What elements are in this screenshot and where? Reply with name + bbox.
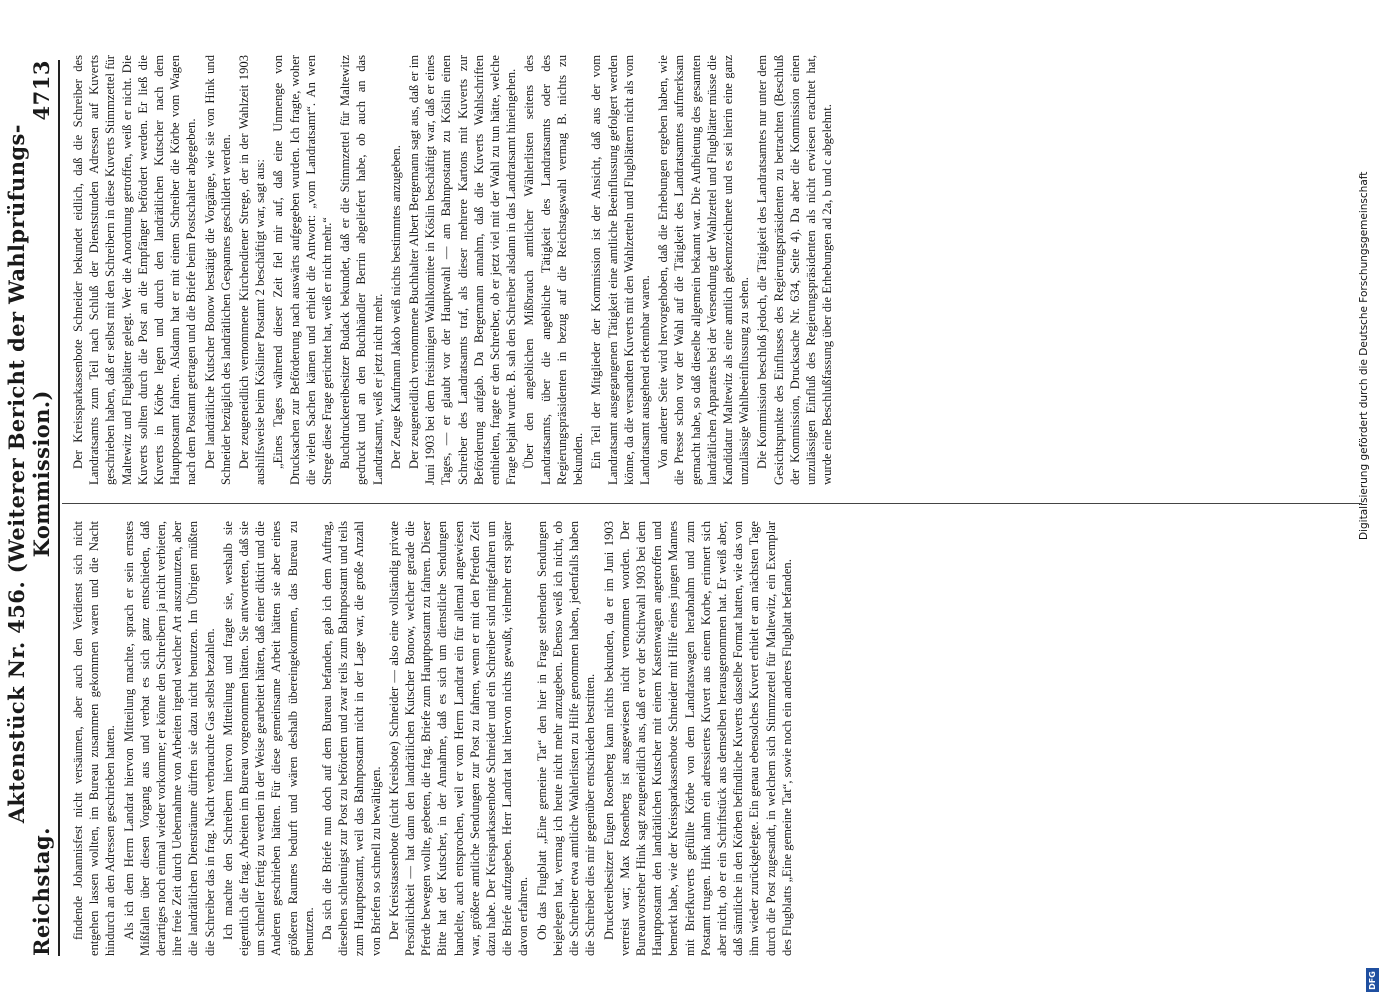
digitization-note: Digitalisierung gefördert durch die Deutsche Forschungsgemeinschaft (1358, 171, 1370, 540)
paragraph: Der zeugeneidlich vernommene Kirchendiener Strege, der in der Wahlzeit 1903 aushilfsweise beim Kösliner Postamt 2 beschäftigt war, sagt aus: (237, 55, 268, 485)
paragraph: Druckereibesitzer Eugen Rosenberg kann nichts bekunden, da er im Juni 1903 verreist war; Max Rosenberg ist ausgewiesen nicht vernommen worden. Der Bureauvorsteher Hink sagt zeugeneidlich aus, daß er vor der Stichwahl 1903 bei dem Hauptpostamt den landrätlichen Kutscher mit einem Kastenwagen angetroffen und bemerkt habe, wie der Kreissparkassenbote Schneider mit Hilfe eines jungen Mannes mit Briefkuverts gefüllte Körbe von dem Landratswagen herabnahm und zum Postamt trugen. Hink nahm ein adressiertes Kuvert aus einem Korbe, erinnert sich aber nicht, ob er ein Schriftstück aus demselben herausgenommen hat. Er weiß aber, daß sämtliche in den Körben befindliche Kuverts dasselbe Format hatten, wie das von ihm wieder zurückgelegte. Ein genau ebensolches Kuvert erhielt er am nächsten Tage durch die Post zugesandt, in welchem sich Stimmzettel für Maltewitz, ein Exemplar des Flugblatts „Eine gemeine Tat“, sowie noch ein anderes Flugblatt befanden. (601, 521, 794, 956)
paragraph: Ich machte den Schreibern hiervon Mitteilung und fragte sie, weshalb sie eigentlich die frag. Arbeiten im Bureau vorgenommen hätten. Sie antworteten, daß sie um schneller fertig zu werden in der Weise gearbeitet hätten, daß einer diktirt und die Anderen geschrieben hätten. Für diese gemeinsame Arbeit hätten sie aber eines größeren Raumes bedurft und wären deshalb übereingekommen, das Bureau zu benutzen. (220, 521, 316, 956)
paragraph: Der Kreisstassenbote (nicht Kreisbote) Schneider — also eine vollständig private Persönlichkeit — hat dann den landrätlichen Kutscher Bonow, welcher gerade die Pferde bewegen wollte, gebeten, die frag. Briefe zum Hauptpostamt zu fahren. Dieser Bitte hat der Kutscher, in der Annahme, daß es sich um dienstliche Sendungen handelte, auch entsprochen, weil er vom Herrn Landrat ein für allemal angewiesen war, größere amtliche Sendungen zur Post zu fahren, wenn er mit den Pferden Zeit dazu habe. Der Kreisparkassenbote Schneider und ein Schreiber sind mitgefahren um die Briefe aufzugeben. Herr Landrat hat hiervon nichts gewußt, vielmehr erst später davon erfahren. (386, 521, 531, 956)
left-column (70, 521, 1360, 956)
paragraph: Über den angeblichen Mißbrauch amtlicher Wählerlisten seitens des Landratsamts, über die angebliche Tätigkeit des Landratsamts oder des Regierungspräsidenten in bezug auf die Reichstagswahl vermag B. nichts zu bekunden. (522, 55, 586, 485)
dfg-logo-text: DFG (1368, 970, 1378, 990)
paragraph: Da sich die Briefe nun doch auf dem Bureau befanden, gab ich dem Auftrag, dieselben schleunigst zur Post zu befördern und zwar teils zum Bahnpostamt und teils zum Hauptpostamt, weil das Bahnpostamt nicht in der Lage war, die große Anzahl von Briefen so schnell zu bewältigen. (320, 521, 383, 956)
paragraph: Der landrätliche Kutscher Bonow bestätigt die Vorgänge, wie sie von Hink und Schneider bezüglich des landrätlichen Gespannes geschildert werden. (202, 55, 233, 485)
column-divider (62, 503, 1362, 504)
header-left: Reichstag. (29, 827, 54, 956)
paragraph: Der Kreissparkassenbote Schneider bekundet eidlich, daß die Schreiber des Landratsamts zum Teil nach Schluß der Dienststunden Adressen auf Kuverts geschrieben haben, daß er selbst mit den Schreibern in diese Kuverts Stimmzettel für Maltewitz und Flugblätter gelegt. Wer die Anordnung getroffen, weiß er nicht. Die Kuverts sollten durch die Post an die Empfänger befördert werden. Er ließ die Kuverts in Körbe legen und durch den landrätlichen Kutscher nach dem Hauptpostamt fahren. Alsdann hat er mit einem Schreiber die Körbe vom Wagen nach dem Postamt getragen und die Briefe beim Postschalter abgegeben. (71, 55, 199, 485)
right-column (70, 55, 1360, 485)
paragraph: Als ich dem Herrn Landrat hiervon Mitteilung machte, sprach er sein ernstes Mißfallen über diesen Vorgang aus und verbat es sich ganz entschieden, daß derartiges noch einmal wieder vorkomme; er könne den Schreibern ja nicht verbieten, ihre freie Zeit durch Uebernahme von Arbeiten irgend welcher Art auszunutzen, aber die landrätlichen Diensträume dürften sie dazu nicht benutzen. Im Übrigen müßten die Schreiber das in frag. Nacht verbrauchte Gas selbst bezahlen. (121, 521, 217, 956)
header-title: Aktenstück Nr. 456. (Weiterer Bericht der Wahlprüfungs-Kommission.) (4, 124, 54, 824)
page-header (4, 60, 60, 956)
digitization-caption (1358, 171, 1370, 541)
paragraph: Der Zeuge Kaufmann Jakob weiß nichts bestimmtes anzugeben. (388, 145, 403, 469)
paragraph: Von anderer Seite wird hervorgehoben, daß die Erhebungen ergeben haben, wie die Presse schon vor der Wahl auf die Tätigkeit des Landratsamtes aufmerksam gemacht habe, so daß dieselbe allgemein bekannt war. Die Aufbietung des gesamten landrätlichen Apparates bei der Versendung der Wahlzettel und Flugblätter müsse die Kandidatur Maltewitz als eine amtlich gekennzeichnete und es sei hierin eine ganz unzulässige Wahlbeeinflussung zu sehen. (656, 55, 752, 485)
dfg-logo-icon (1366, 968, 1379, 992)
page-number: 4713 (29, 60, 54, 121)
paragraph: Ob das Flugblatt „Eine gemeine Tat“ den hier in Frage stehenden Sendungen beigelegen hat, vermag ich heute nicht mehr anzugeben. Ebenso weiß ich nicht, ob die Schreiber etwa amtliche Wahlerlisten zu Hilfe genommen haben, jedenfalls haben die Schreiber dies mir gegenüber entschieden bestritten. (534, 521, 598, 956)
paragraph: Die Kommission beschloß jedoch, die Tätigkeit des Landratsamtes nur unter dem Gesichtspunkte des Einflusses des Regierungspräsidenten zu betrachten (Beschluß der Kommission, Drucksache Nr. 634, Seite 4). Da aber die Kommission einen unzulässigen Einfluß des Regierungspräsidenten als nicht erwiesen erachtet hat, wurde eine Beschlußfassung über die Erhebungen ad 2a, b und c abgelehnt. (755, 55, 835, 485)
paragraph: findende Johannisfest nicht versäumen, aber auch den Verdienst sich nicht entgehen lassen wollten, im Bureau zusammen gekommen waren und die Nacht hindurch an den Adressen geschrieben hatten. (71, 521, 118, 956)
paragraph: Buchdruckereibesitzer Budack bekundet, daß er die Stimmzettel für Maltewitz gedruckt und an den Buchhändler Berrin abgeliefert habe, ob auch an das Landratsamt, weiß er jetzt nicht mehr. (338, 55, 385, 485)
paragraph: Ein Teil der Mitglieder der Kommission ist der Ansicht, daß aus der vom Landratsamt ausgegangenen Tätigkeit eine amtliche Beeinflussung gefolgert werden könne, da die versandten Kuverts mit den Wahlzetteln und Flugblättern nicht als vom Landratsamt ausgehend erkennbar waren. (589, 55, 652, 485)
paragraph: „Eines Tages während dieser Zeit fiel mir auf, daß eine Unmenge von Drucksachen zur Beförderung nach auswärts aufgegeben wurden. Ich fragte, woher die vielen Sachen kämen und erhielt die Antwort: „vom Landratsamt“. An wen Strege diese Frage gerichtet hat, weiß er nicht mehr.“ (271, 55, 335, 485)
paragraph: Der zeugeneidlich vernommene Buchhalter Albert Bergemann sagt aus, daß er im Juni 1903 bei dem freisinnigen Wahlkomitee in Köslin beschäftigt war, daß er eines Tages, — er glaubt vor der Hauptwahl — am Bahnpostamt zu Köslin einen Schreiber des Landratsamts traf, als dieser mehrere Kartons mit Kuverts zur Beförderung aufgab. Da Bergemann annahm, daß die Kuverts Wahlschriften enthielten, fragte er den Schreiber, ob er jetzt viel mit der Wahl zu tun hätte, welche Frage bejaht wurde. B. sah den Schreiber alsdann in das Landratsamt hineingehen. (407, 55, 519, 485)
